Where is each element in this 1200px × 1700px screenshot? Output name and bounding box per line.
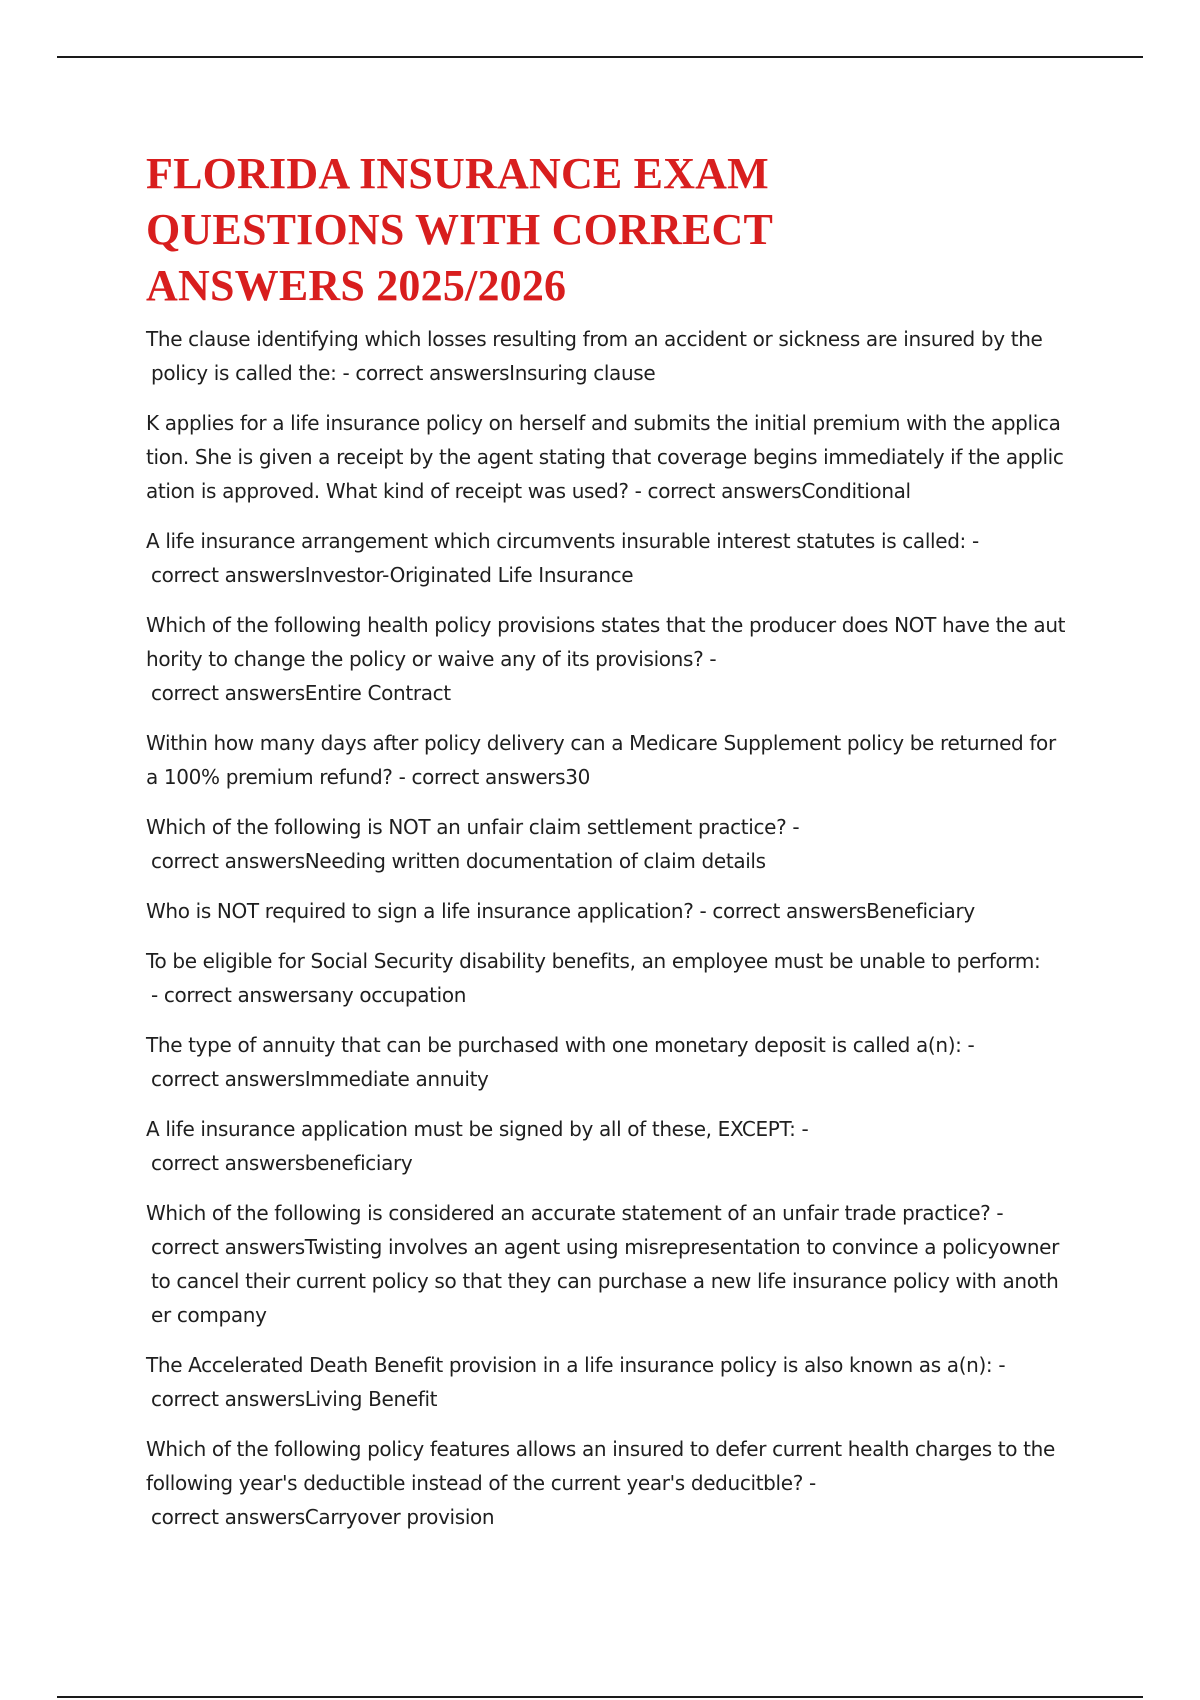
question-text: The clause identifying which losses resulting from an accident or sickness are insured by the	[146, 327, 1043, 351]
bottom-divider	[57, 1696, 1143, 1698]
question-text: Which of the following is NOT an unfair claim settlement practice? -	[146, 815, 800, 839]
qa-item	[146, 406, 1066, 508]
qa-item	[146, 894, 1066, 928]
question-text: Within how many days after policy delivery can a Medicare Supplement policy be returned for a 100% premium refund? - correct answers30	[146, 731, 1056, 789]
answer-text: correct answersLiving Benefit	[151, 1387, 438, 1411]
question-text: Who is NOT required to sign a life insurance application? - correct answersBeneficiary	[146, 899, 975, 923]
qa-item	[146, 944, 1066, 1012]
answer-text: - correct answersany occupation	[151, 983, 467, 1007]
document-body	[146, 146, 1066, 1550]
qa-item	[146, 1432, 1066, 1534]
answer-text: correct answersNeeding written documentation of claim details	[151, 849, 766, 873]
answer-text: correct answersCarryover provision	[151, 1505, 495, 1529]
question-text: The Accelerated Death Benefit provision in a life insurance policy is also known as a(n): -	[146, 1353, 1006, 1377]
qa-item	[146, 1348, 1066, 1416]
qa-item	[146, 726, 1066, 794]
question-text: Which of the following policy features allows an insured to defer current health charges to the following year's deductible instead of the current year's deducitble? -	[146, 1437, 1055, 1495]
question-text: The type of annuity that can be purchased with one monetary deposit is called a(n): -	[146, 1033, 975, 1057]
answer-text: correct answersbeneficiary	[151, 1151, 413, 1175]
title-line: ANSWERS 2025/2026	[146, 261, 567, 310]
top-divider	[57, 56, 1143, 58]
question-text: To be eligible for Social Security disability benefits, an employee must be unable to perform:	[146, 949, 1041, 973]
qa-item	[146, 1028, 1066, 1096]
qa-item	[146, 1112, 1066, 1180]
qa-item	[146, 810, 1066, 878]
question-text: A life insurance application must be signed by all of these, EXCEPT: -	[146, 1117, 809, 1141]
qa-list	[146, 322, 1066, 1534]
title-line: FLORIDA INSURANCE EXAM	[146, 149, 769, 198]
qa-item	[146, 322, 1066, 390]
question-text: K applies for a life insurance policy on herself and submits the initial premium with the application. She is given a receipt by the agent stating that coverage begins immediately if the application is approved. What kind of receipt was used? - correct answersConditional	[146, 411, 1064, 503]
answer-text: policy is called the: - correct answersInsuring clause	[151, 361, 656, 385]
question-text: Which of the following health policy provisions states that the producer does NOT have the authority to change the policy or waive any of its provisions? -	[146, 613, 1066, 671]
qa-item	[146, 524, 1066, 592]
title-line: QUESTIONS WITH CORRECT	[146, 205, 774, 254]
answer-text: correct answersImmediate annuity	[151, 1067, 489, 1091]
question-text: A life insurance arrangement which circumvents insurable interest statutes is called: -	[146, 529, 979, 553]
qa-item	[146, 1196, 1066, 1332]
document-title	[146, 146, 1066, 314]
answer-text: correct answersEntire Contract	[151, 681, 451, 705]
qa-item	[146, 608, 1066, 710]
question-text: Which of the following is considered an accurate statement of an unfair trade practice? -	[146, 1201, 1004, 1225]
answer-text: correct answersTwisting involves an agent using misrepresentation to convince a policyowner to cancel their current policy so that they can purchase a new life insurance policy with another company	[151, 1235, 1059, 1327]
answer-text: correct answersInvestor-Originated Life Insurance	[151, 563, 634, 587]
